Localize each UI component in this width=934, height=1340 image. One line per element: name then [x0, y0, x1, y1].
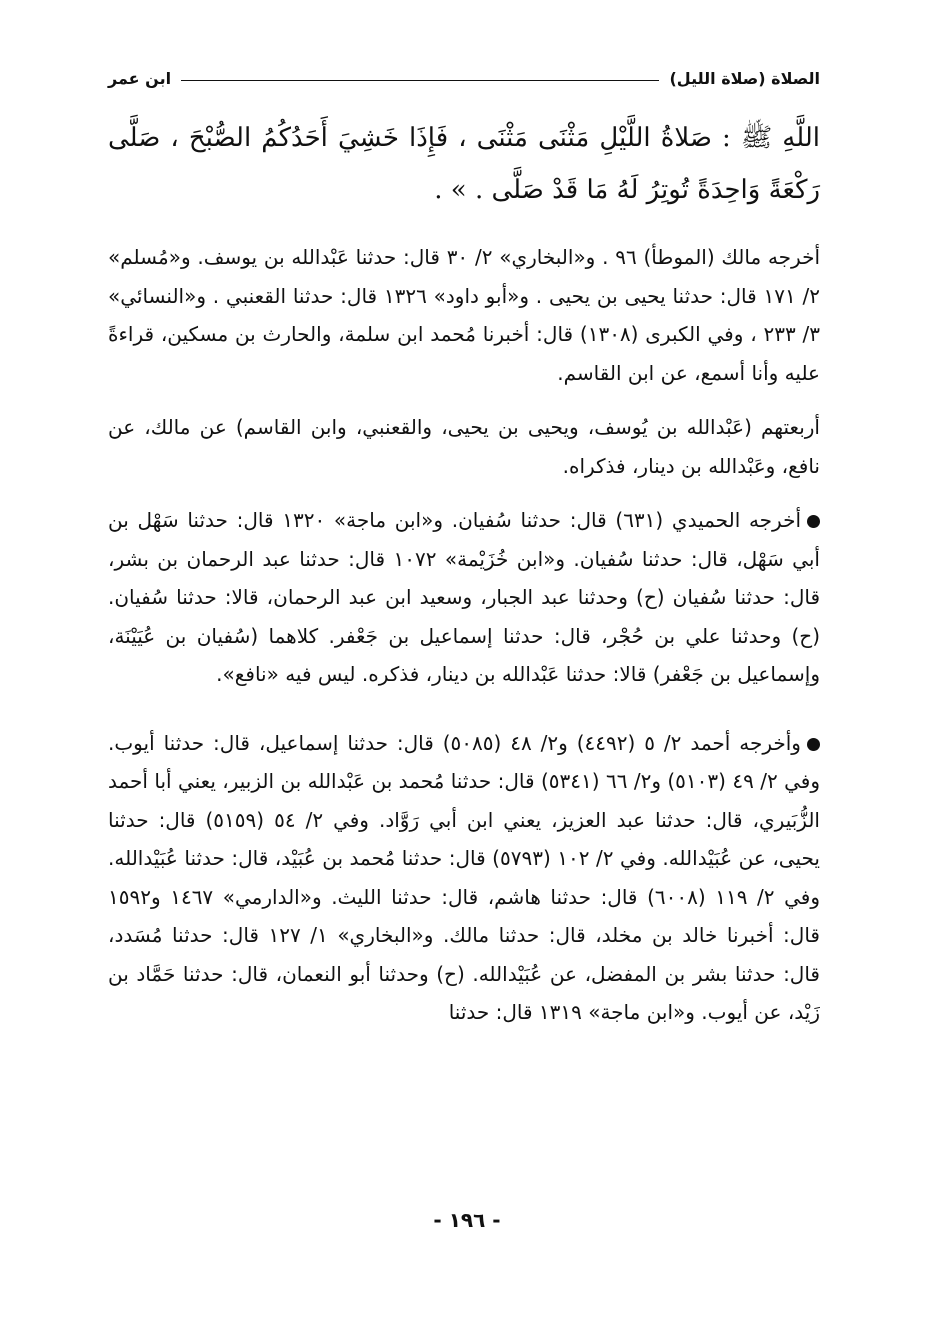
- paragraph-text: أربعتهم (عَبْدالله بن يُوسف، ويحيى بن يحيى، والقعنبي، وابن القاسم) عن مالك، عن نافع، وعَبْدالله بن دينار، فذكراه.: [108, 415, 820, 478]
- page-number: - ١٩٦ -: [433, 1208, 501, 1232]
- running-header: [108, 66, 820, 90]
- bullet-icon: [807, 515, 820, 528]
- takhrij-paragraph-3: [108, 501, 820, 694]
- bullet-icon: [807, 738, 820, 751]
- takhrij-paragraph-1: [108, 238, 820, 392]
- takhrij-paragraph-2: [108, 408, 820, 485]
- hadith-text: اللَّهِ ﷺ : صَلاةُ اللَّيْلِ مَثْنَى مَثْنَى ، فَإِذَا خَشِيَ أَحَدُكُمُ الصُّبْحَ ، صَلَّى رَكْعَةً وَاحِدَةً تُوتِرُ لَهُ مَا قَدْ صَلَّى . » .: [108, 123, 820, 205]
- paragraph-text: أخرجه الحميدي (٦٣١) قال: حدثنا سُفيان. و«ابن ماجة» ١٣٢٠ قال: حدثنا سَهْل بن أبي سَهْل، قال: حدثنا سُفيان. و«ابن خُزَيْمة» ١٠٧٢ قال: حدثنا عبد الرحمان بن بشر، قال: حدثنا سُفيان (ح) وحدثنا عبد الجبار، وسعيد ابن عبد الرحمان، قالا: حدثنا سُفيان. (ح) وحدثنا علي بن حُجْر، قال: حدثنا إسماعيل بن جَعْفر. كلاهما (سُفيان بن عُيَيْنَة، وإسماعيل بن جَعْفر) قالا: حدثنا عَبْدالله بن دينار، فذكره. ليس فيه «نافع».: [108, 508, 820, 686]
- paragraph-text: وأخرجه أحمد ٢/ ٥ (٤٤٩٢) و٢/ ٤٨ (٥٠٨٥) قال: حدثنا إسماعيل، قال: حدثنا أيوب. وفي ٢/ ٤٩ (٥١٠٣) و٢/ ٦٦ (٥٣٤١) قال: حدثنا مُحمد بن عَبْدالله بن الزبير، يعني أبا أحمد الزُّبَيري، قال: حدثنا عبد العزيز، يعني ابن أبي رَوَّاد. وفي ٢/ ٥٤ (٥١٥٩) قال: حدثنا يحيى، عن عُبَيْدالله. وفي ٢/ ١٠٢ (٥٧٩٣) قال: حدثنا مُحمد بن عُبَيْد، قال: حدثنا عُبَيْدالله. وفي ٢/ ١١٩ (٦٠٠٨) قال: حدثنا هاشم، قال: حدثنا الليث. و«الدارمي» ١٤٦٧ و١٥٩٢ قال: أخبرنا خالد بن مخلد، قال: حدثنا مالك. و«البخاري» ١/ ١٢٧ قال: حدثنا مُسَدد، قال: حدثنا بشر بن المفضل، عن عُبَيْدالله. (ح) وحدثنا أبو النعمان، قال: حدثنا حَمَّاد بن زَيْد، عن أيوب. و«ابن ماجة» ١٣١٩ قال: حدثنا: [108, 730, 820, 1024]
- header-rule: [181, 80, 659, 81]
- chapter-title: الصلاة (صلاة الليل): [669, 68, 820, 88]
- takhrij-paragraph-4: [108, 724, 820, 1032]
- paragraph-text: أخرجه مالك (الموطأ) ٩٦ . و«البخاري» ٢/ ٣٠ قال: حدثنا عَبْدالله بن يوسف. و«مُسلم» ٢/ ١٧١ قال: حدثنا يحيى بن يحيى . و«أبو داود» ١٣٢٦ قال: حدثنا القعنبي . و«النسائي» ٣/ ٢٣٣ ، وفي الكبرى (١٣٠٨) قال: أخبرنا مُحمد ابن سلمة، والحارث بن مسكين، قراءةً عليه وأنا أسمع، عن ابن القاسم.: [108, 245, 821, 385]
- narrator-name: ابن عمر: [108, 68, 172, 88]
- page-body: [108, 112, 820, 1032]
